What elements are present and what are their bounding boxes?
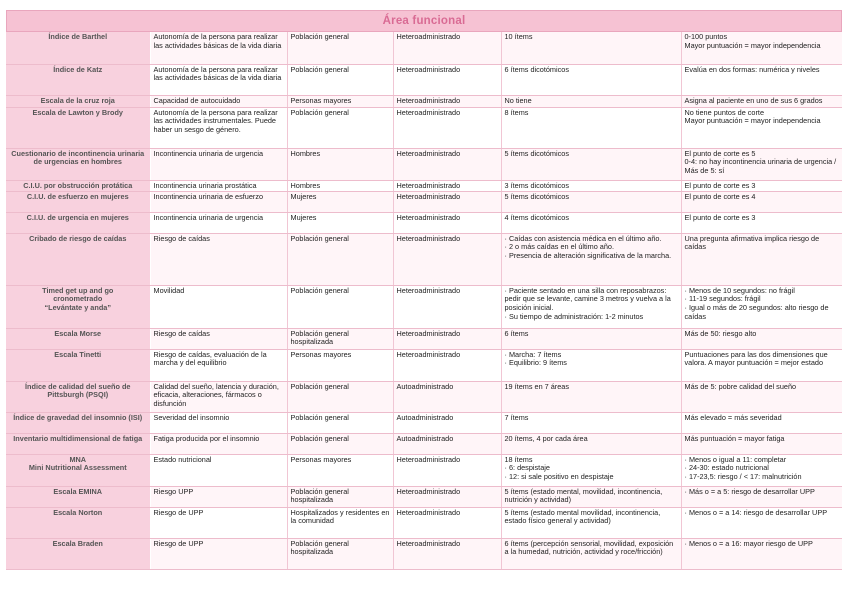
table-row — [6, 454, 842, 486]
items-cell: · Caídas con asistencia médica en el último año. · 2 o más caídas en el último año. · Presencia de alteración significativa de la marcha. — [501, 233, 681, 285]
scoring-cell: Más elevado = más severidad — [681, 412, 842, 433]
table-row — [6, 95, 842, 107]
measures-cell: Riesgo de caídas, evaluación de la marcha y del equilibrio — [150, 349, 287, 381]
measures-cell: Capacidad de autocuidado — [150, 95, 287, 107]
measures-cell: Estado nutricional — [150, 454, 287, 486]
scale-name-cell: C.I.U. de urgencia en mujeres — [6, 212, 150, 233]
population-cell: Población general — [287, 381, 393, 412]
population-cell: Hombres — [287, 180, 393, 191]
scale-name-cell: Índice de Katz — [6, 64, 150, 95]
scoring-cell: El punto de corte es 3 — [681, 212, 842, 233]
scale-name-cell: Índice de calidad del sueño de Pittsburgh (PSQI) — [6, 381, 150, 412]
scoring-cell: Una pregunta afirmativa implica riesgo de caídas — [681, 233, 842, 285]
measures-cell: Autonomía de la persona para realizar las actividades instrumentales. Puede haber un sesgo de género. — [150, 107, 287, 148]
scoring-cell: · Más o = a 5: riesgo de desarrollar UPP — [681, 486, 842, 507]
measures-cell: Severidad del insomnio — [150, 412, 287, 433]
administration-cell: Heteroadministrado — [393, 180, 501, 191]
items-cell: 3 ítems dicotómicos — [501, 180, 681, 191]
scale-name-cell: Escala Braden — [6, 538, 150, 569]
population-cell: Personas mayores — [287, 454, 393, 486]
scoring-cell: Puntuaciones para las dos dimensiones que valora. A mayor puntuación = mejor estado — [681, 349, 842, 381]
table-row — [6, 180, 842, 191]
items-cell: 5 ítems dicotómicos — [501, 148, 681, 180]
table-row — [6, 486, 842, 507]
scale-name-cell: Cuestionario de incontinencia urinaria de urgencias en hombres — [6, 148, 150, 180]
population-cell: Población general — [287, 412, 393, 433]
items-cell: 19 ítems en 7 áreas — [501, 381, 681, 412]
population-cell: Población general — [287, 64, 393, 95]
measures-cell: Incontinencia urinaria prostática — [150, 180, 287, 191]
items-cell: 6 ítems dicotómicos — [501, 64, 681, 95]
items-cell: · Marcha: 7 ítems · Equilibrio: 9 ítems — [501, 349, 681, 381]
administration-cell: Heteroadministrado — [393, 454, 501, 486]
population-cell: Población general — [287, 433, 393, 454]
scoring-cell: Evalúa en dos formas: numérica y niveles — [681, 64, 842, 95]
table-row — [6, 381, 842, 412]
scale-name-cell: Inventario multidimensional de fatiga — [6, 433, 150, 454]
population-cell: Población general hospitalizada — [287, 538, 393, 569]
population-cell: Personas mayores — [287, 95, 393, 107]
population-cell: Población general — [287, 32, 393, 64]
population-cell: Población general hospitalizada — [287, 328, 393, 349]
table-row — [6, 64, 842, 95]
scoring-cell: · Menos de 10 segundos: no frágil · 11-19 segundos: frágil · Igual o más de 20 segundos: alto riesgo de caídas — [681, 285, 842, 328]
measures-cell: Riesgo de caídas — [150, 233, 287, 285]
population-cell: Personas mayores — [287, 349, 393, 381]
population-cell: Población general — [287, 285, 393, 328]
measures-cell: Calidad del sueño, latencia y duración, eficacia, alteraciones, fármacos o disfunción — [150, 381, 287, 412]
administration-cell: Heteroadministrado — [393, 285, 501, 328]
scale-name-cell: Escala Tinetti — [6, 349, 150, 381]
scale-name-cell: Índice de gravedad del insomnio (ISI) — [6, 412, 150, 433]
administration-cell: Heteroadministrado — [393, 538, 501, 569]
items-cell: · Paciente sentado en una silla con reposabrazos: pedir que se levante, camine 3 metros y vuelva a la posición inicial. · Su tiempo de administración: 1-2 minutos — [501, 285, 681, 328]
scoring-cell: · Menos o = a 14: riesgo de desarrollar UPP — [681, 507, 842, 538]
items-cell: 10 ítems — [501, 32, 681, 64]
table-row — [6, 328, 842, 349]
scale-name-cell: Cribado de riesgo de caídas — [6, 233, 150, 285]
scoring-cell: Más de 5: pobre calidad del sueño — [681, 381, 842, 412]
items-cell: 6 ítems (percepción sensorial, movilidad, exposición a la humedad, nutrición, actividad y roce/fricción) — [501, 538, 681, 569]
items-cell: 18 ítems · 6: despistaje · 12: si sale positivo en despistaje — [501, 454, 681, 486]
measures-cell: Autonomía de la persona para realizar las actividades básicas de la vida diaria — [150, 64, 287, 95]
scoring-cell: · Menos o = a 16: mayor riesgo de UPP — [681, 538, 842, 569]
administration-cell: Heteroadministrado — [393, 64, 501, 95]
measures-cell: Movilidad — [150, 285, 287, 328]
table-row — [6, 191, 842, 212]
administration-cell: Heteroadministrado — [393, 107, 501, 148]
items-cell: 7 ítems — [501, 412, 681, 433]
scale-name-cell: Índice de Barthel — [6, 32, 150, 64]
scoring-cell: El punto de corte es 5 0-4: no hay incontinencia urinaria de urgencia / Más de 5: sí — [681, 148, 842, 180]
measures-cell: Riesgo de UPP — [150, 507, 287, 538]
document-page — [6, 10, 842, 570]
administration-cell: Heteroadministrado — [393, 32, 501, 64]
measures-cell: Incontinencia urinaria de urgencia — [150, 148, 287, 180]
table-row — [6, 212, 842, 233]
scoring-cell: 0-100 puntos Mayor puntuación = mayor independencia — [681, 32, 842, 64]
scoring-cell: Más de 50: riesgo alto — [681, 328, 842, 349]
measures-cell: Riesgo de caídas — [150, 328, 287, 349]
administration-cell: Heteroadministrado — [393, 349, 501, 381]
scoring-cell: El punto de corte es 4 — [681, 191, 842, 212]
scale-name-cell: Escala EMINA — [6, 486, 150, 507]
scales-table — [6, 32, 842, 570]
scoring-cell: Asigna al paciente en uno de sus 6 grados — [681, 95, 842, 107]
scale-name-cell: Timed get up and go cronometrado “Levántate y anda” — [6, 285, 150, 328]
administration-cell: Heteroadministrado — [393, 233, 501, 285]
population-cell: Población general — [287, 233, 393, 285]
administration-cell: Autoadministrado — [393, 381, 501, 412]
scoring-cell: · Menos o igual a 11: completar · 24-30: estado nutricional · 17-23,5: riesgo / < 17: malnutrición — [681, 454, 842, 486]
population-cell: Mujeres — [287, 212, 393, 233]
measures-cell: Riesgo UPP — [150, 486, 287, 507]
population-cell: Población general hospitalizada — [287, 486, 393, 507]
items-cell: 6 ítems — [501, 328, 681, 349]
scoring-cell: El punto de corte es 3 — [681, 180, 842, 191]
administration-cell: Heteroadministrado — [393, 95, 501, 107]
administration-cell: Heteroadministrado — [393, 148, 501, 180]
items-cell: 5 ítems (estado mental, movilidad, incontinencia, nutrición y actividad) — [501, 486, 681, 507]
items-cell: 20 ítems, 4 por cada área — [501, 433, 681, 454]
administration-cell: Heteroadministrado — [393, 328, 501, 349]
scale-name-cell: C.I.U. por obstrucción protática — [6, 180, 150, 191]
table-row — [6, 349, 842, 381]
section-title: Área funcional — [6, 10, 842, 32]
population-cell: Población general — [287, 107, 393, 148]
scale-name-cell: MNA Mini Nutritional Assessment — [6, 454, 150, 486]
table-row — [6, 285, 842, 328]
administration-cell: Heteroadministrado — [393, 507, 501, 538]
table-row — [6, 107, 842, 148]
items-cell: 5 ítems (estado mental movilidad, incontinencia, estado físico general y actividad) — [501, 507, 681, 538]
items-cell: 5 ítems dicotómicos — [501, 191, 681, 212]
administration-cell: Heteroadministrado — [393, 191, 501, 212]
items-cell: No tiene — [501, 95, 681, 107]
population-cell: Mujeres — [287, 191, 393, 212]
items-cell: 8 ítems — [501, 107, 681, 148]
scale-name-cell: C.I.U. de esfuerzo en mujeres — [6, 191, 150, 212]
table-row — [6, 233, 842, 285]
administration-cell: Autoadministrado — [393, 412, 501, 433]
administration-cell: Heteroadministrado — [393, 212, 501, 233]
table-row — [6, 433, 842, 454]
table-row — [6, 538, 842, 569]
measures-cell: Riesgo de UPP — [150, 538, 287, 569]
table-row — [6, 412, 842, 433]
scoring-cell: Más puntuación = mayor fatiga — [681, 433, 842, 454]
measures-cell: Autonomía de la persona para realizar las actividades básicas de la vida diaria — [150, 32, 287, 64]
table-row — [6, 507, 842, 538]
measures-cell: Fatiga producida por el insomnio — [150, 433, 287, 454]
administration-cell: Autoadministrado — [393, 433, 501, 454]
measures-cell: Incontinencia urinaria de urgencia — [150, 212, 287, 233]
scoring-cell: No tiene puntos de corte Mayor puntuación = mayor independencia — [681, 107, 842, 148]
population-cell: Hombres — [287, 148, 393, 180]
scale-name-cell: Escala de la cruz roja — [6, 95, 150, 107]
scale-name-cell: Escala Norton — [6, 507, 150, 538]
table-row — [6, 32, 842, 64]
measures-cell: Incontinencia urinaria de esfuerzo — [150, 191, 287, 212]
scale-name-cell: Escala de Lawton y Brody — [6, 107, 150, 148]
population-cell: Hospitalizados y residentes en la comunidad — [287, 507, 393, 538]
administration-cell: Heteroadministrado — [393, 486, 501, 507]
items-cell: 4 ítems dicotómicos — [501, 212, 681, 233]
table-row — [6, 148, 842, 180]
scale-name-cell: Escala Morse — [6, 328, 150, 349]
